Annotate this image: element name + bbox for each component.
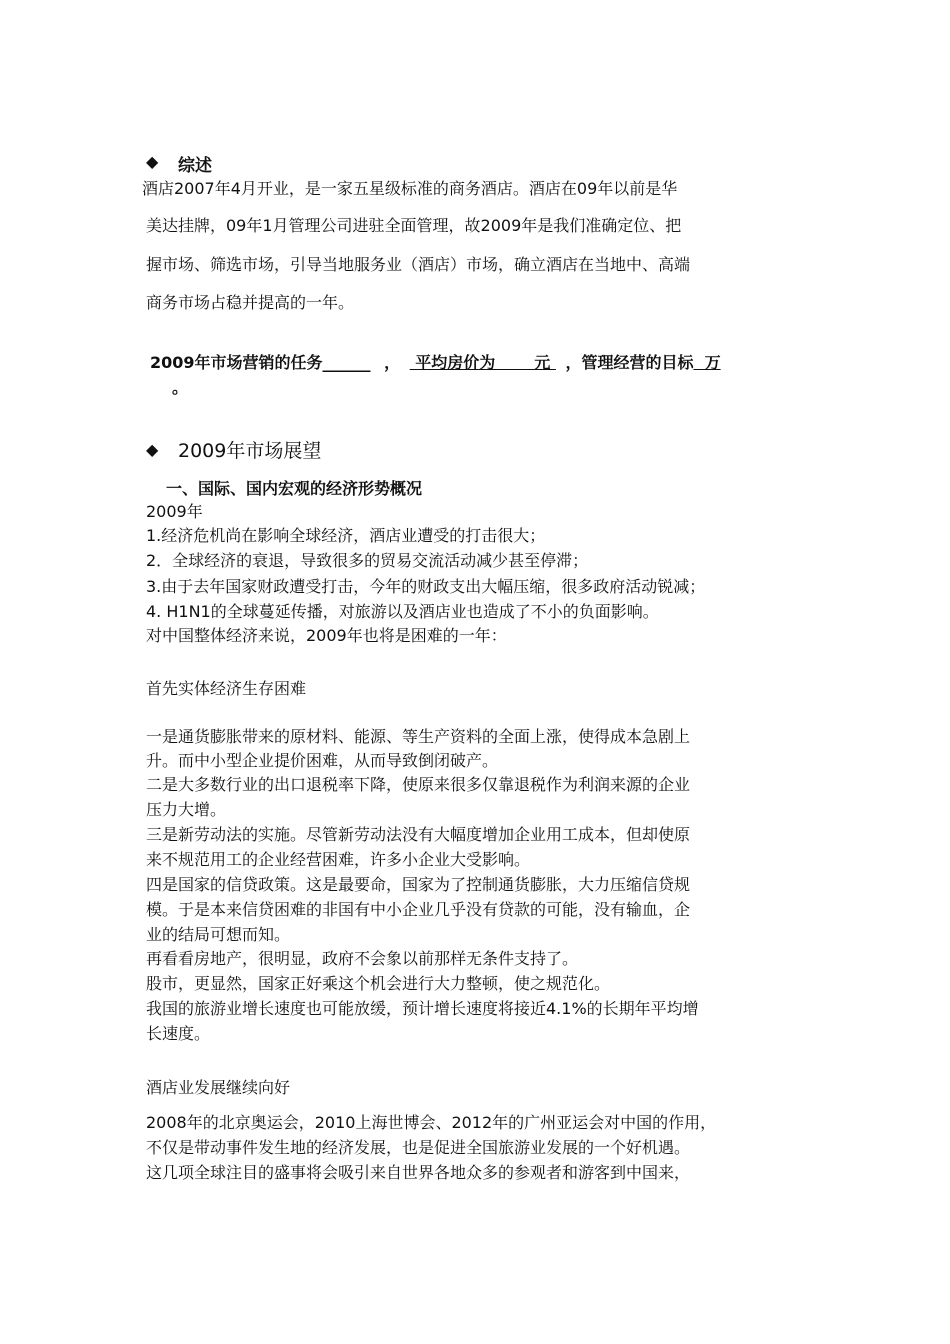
task-blank: ______ [322, 353, 371, 372]
body-line: 四是国家的信贷政策。这是最要命，国家为了控制通货膨胀，大力压缩信贷规 [146, 875, 691, 894]
body-line: 2009年 [146, 502, 203, 521]
summary-line: 美达挂牌，09年1月管理公司进驻全面管理，故2009年是我们准确定位、把 [146, 216, 682, 235]
body-line: 一是通货膨胀带来的原材料、能源、等生产资料的全面上涨，使得成本急剧上 [146, 727, 691, 746]
body-line: 股市，更显然，国家正好乘这个机会进行大力整顿，使之规范化。 [146, 974, 611, 993]
summary-line: 商务市场占稳并提高的一年。 [146, 293, 355, 312]
business-target: 万 [693, 353, 721, 372]
body-line: 三是新劳动法的实施。尽管新劳动法没有大幅度增加企业用工成本，但却使原 [146, 825, 691, 844]
body-line: 升。而中小型企业提价困难，从而导致倒闭破产。 [146, 751, 499, 770]
body-line: 压力大增。 [146, 800, 227, 819]
body-line: 首先实体经济生存困难 [146, 679, 307, 698]
body-line: 业的结局可想而知。 [146, 925, 291, 944]
task-prefix: 2009年市场营销的任务 [150, 353, 323, 372]
body-line: 酒店业发展继续向好 [146, 1078, 291, 1097]
body-line: 2．全球经济的衰退，导致很多的贸易交流活动减少甚至停滞； [146, 551, 589, 570]
body-line: 2008年的北京奥运会，2010上海世博会、2012年的广州亚运会对中国的作用， [146, 1113, 717, 1132]
body-line: 这几项全球注目的盛事将会吸引来自世界各地众多的参观者和游客到中国来， [146, 1163, 691, 1182]
body-line: 模。于是本来信贷困难的非国有中小企业几乎没有贷款的可能，没有输血，企 [146, 900, 691, 919]
task-line [150, 350, 721, 373]
bullet-icon: ◆ [146, 440, 159, 459]
body-line: 二是大多数行业的出口退税率下降，使原来很多仅靠退税作为利润来源的企业 [146, 775, 691, 794]
average-room-price: 平均房价为 元 [409, 353, 556, 372]
body-line: 我国的旅游业增长速度也可能放缓，预计增长速度将接近4.1%的长期年平均增 [146, 999, 699, 1018]
outlook-subheading: 一、国际、国内宏观的经济形势概况 [166, 479, 423, 498]
summary-line: 酒店2007年4月开业，是一家五星级标准的商务酒店。酒店在09年以前是华 [142, 179, 678, 198]
body-line: 不仅是带动事件发生地的经济发展，也是促进全国旅游业发展的一个好机遇。 [146, 1138, 691, 1157]
summary-line: 握市场、筛选市场，引导当地服务业（酒店）市场，确立酒店在当地中、高端 [146, 255, 691, 274]
task-separator: ， [384, 353, 401, 372]
summary-heading: 综述 [178, 156, 212, 176]
body-line: 长速度。 [146, 1024, 211, 1043]
bullet-icon: ◆ [146, 152, 159, 171]
body-line: 4. H1N1的全球蔓延传播，对旅游以及酒店业也造成了不小的负面影响。 [146, 602, 659, 621]
task-separator: ，管理经营的目标 [565, 353, 694, 372]
body-line: 3.由于去年国家财政遭受打击，今年的财政支出大幅压缩，很多政府活动锐减； [146, 577, 706, 596]
body-line: 来不规范用工的企业经营困难，许多小企业大受影响。 [146, 850, 531, 869]
body-line: 1.经济危机尚在影响全球经济，酒店业遭受的打击很大； [146, 526, 546, 545]
task-tail: 。 [172, 378, 189, 397]
body-line: 对中国整体经济来说，2009年也将是困难的一年： [146, 626, 507, 645]
body-line: 再看看房地产，很明显，政府不会象以前那样无条件支持了。 [146, 949, 579, 968]
outlook-heading: 2009年市场展望 [178, 440, 322, 462]
